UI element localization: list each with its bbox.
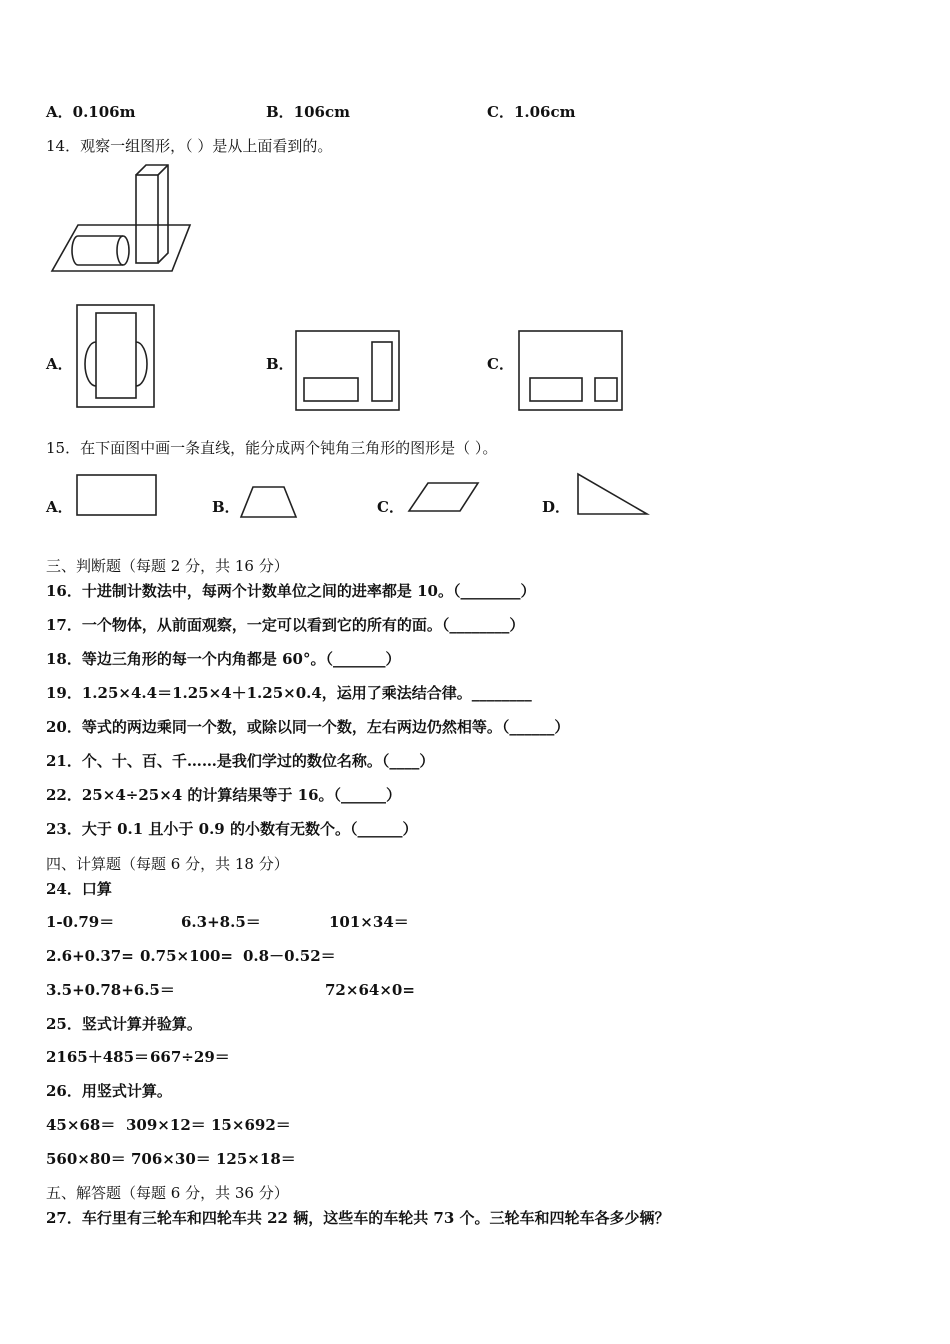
q14-stem: 14．观察一组图形，（ ）是从上面看到的。	[46, 137, 333, 155]
q26-item: 309×12＝	[126, 1116, 206, 1134]
q26-item: 15×692＝	[211, 1116, 291, 1134]
q15-right-triangle-figure	[576, 473, 650, 517]
section3-title: 三、判断题（每题 2 分，共 16 分）	[46, 557, 289, 575]
q26-item: 706×30＝	[131, 1150, 211, 1168]
q15-trapezoid-figure	[240, 486, 298, 520]
q13-option-a: A．0.106m	[46, 103, 136, 121]
q15-stem: 15．在下面图中画一条直线，能分成两个钝角三角形的图形是（ ）。	[46, 439, 498, 457]
q24-item: 0.75×100=	[140, 947, 233, 965]
q25-item: 667÷29＝	[150, 1048, 230, 1066]
q14-option-a-label: A．	[46, 355, 73, 373]
q26-item: 125×18＝	[216, 1150, 296, 1168]
q26-stem: 26．用竖式计算。	[46, 1082, 172, 1100]
q15-option-d-label: D．	[542, 498, 571, 516]
q15-rectangle-figure	[76, 474, 158, 518]
q14-option-b-label: B．	[266, 355, 294, 373]
section4-title: 四、计算题（每题 6 分，共 18 分）	[46, 855, 289, 873]
q23: 23．大于 0.1 且小于 0.9 的小数有无数个。（______）	[46, 820, 418, 838]
q21: 21．个、十、百、千……是我们学过的数位名称。（____）	[46, 752, 435, 770]
section5-title: 五、解答题（每题 6 分，共 36 分）	[46, 1184, 289, 1202]
q14-option-c-figure	[518, 330, 624, 412]
q14-option-b-figure	[295, 330, 401, 412]
q19: 19．1.25×4.4＝1.25×4＋1.25×0.4，运用了乘法结合律。________	[46, 684, 532, 702]
q24-item: 101×34＝	[329, 913, 409, 931]
q15-option-a-label: A．	[46, 498, 73, 516]
q24-stem: 24．口算	[46, 880, 112, 898]
q16: 16．十进制计数法中，每两个计数单位之间的进率都是 10。（________）	[46, 582, 536, 600]
q22: 22．25×4÷25×4 的计算结果等于 16。（______）	[46, 786, 402, 804]
q15-option-c-label: C．	[377, 498, 404, 516]
q18: 18．等边三角形的每一个内角都是 60°。（_______）	[46, 650, 401, 668]
q24-item: 72×64×0=	[325, 981, 415, 999]
q24-item: 3.5+0.78+6.5＝	[46, 981, 175, 999]
q20: 20．等式的两边乘同一个数，或除以同一个数，左右两边仍然相等。（______）	[46, 718, 570, 736]
q15-option-b-label: B．	[212, 498, 240, 516]
q24-item: 0.8－0.52＝	[243, 947, 336, 965]
q17: 17．一个物体，从前面观察，一定可以看到它的所有的面。（________）	[46, 616, 525, 634]
q25-item: 2165＋485＝	[46, 1048, 150, 1066]
q25-stem: 25．竖式计算并验算。	[46, 1015, 202, 1033]
q14-3d-figure	[50, 165, 195, 275]
q24-item: 2.6+0.37=	[46, 947, 134, 965]
q24-item: 1-0.79＝	[46, 913, 115, 931]
q27: 27．车行里有三轮车和四轮车共 22 辆，这些车的车轮共 73 个。三轮车和四轮车各多少辆？	[46, 1209, 670, 1227]
q24-item: 6.3+8.5＝	[181, 913, 261, 931]
q14-option-a-figure	[76, 304, 156, 409]
q13-option-c: C．1.06cm	[487, 103, 576, 121]
q14-option-c-label: C．	[487, 355, 514, 373]
q15-parallelogram-figure	[408, 482, 480, 514]
q26-item: 45×68＝	[46, 1116, 116, 1134]
q13-option-b: B．106cm	[266, 103, 350, 121]
q26-item: 560×80＝	[46, 1150, 126, 1168]
